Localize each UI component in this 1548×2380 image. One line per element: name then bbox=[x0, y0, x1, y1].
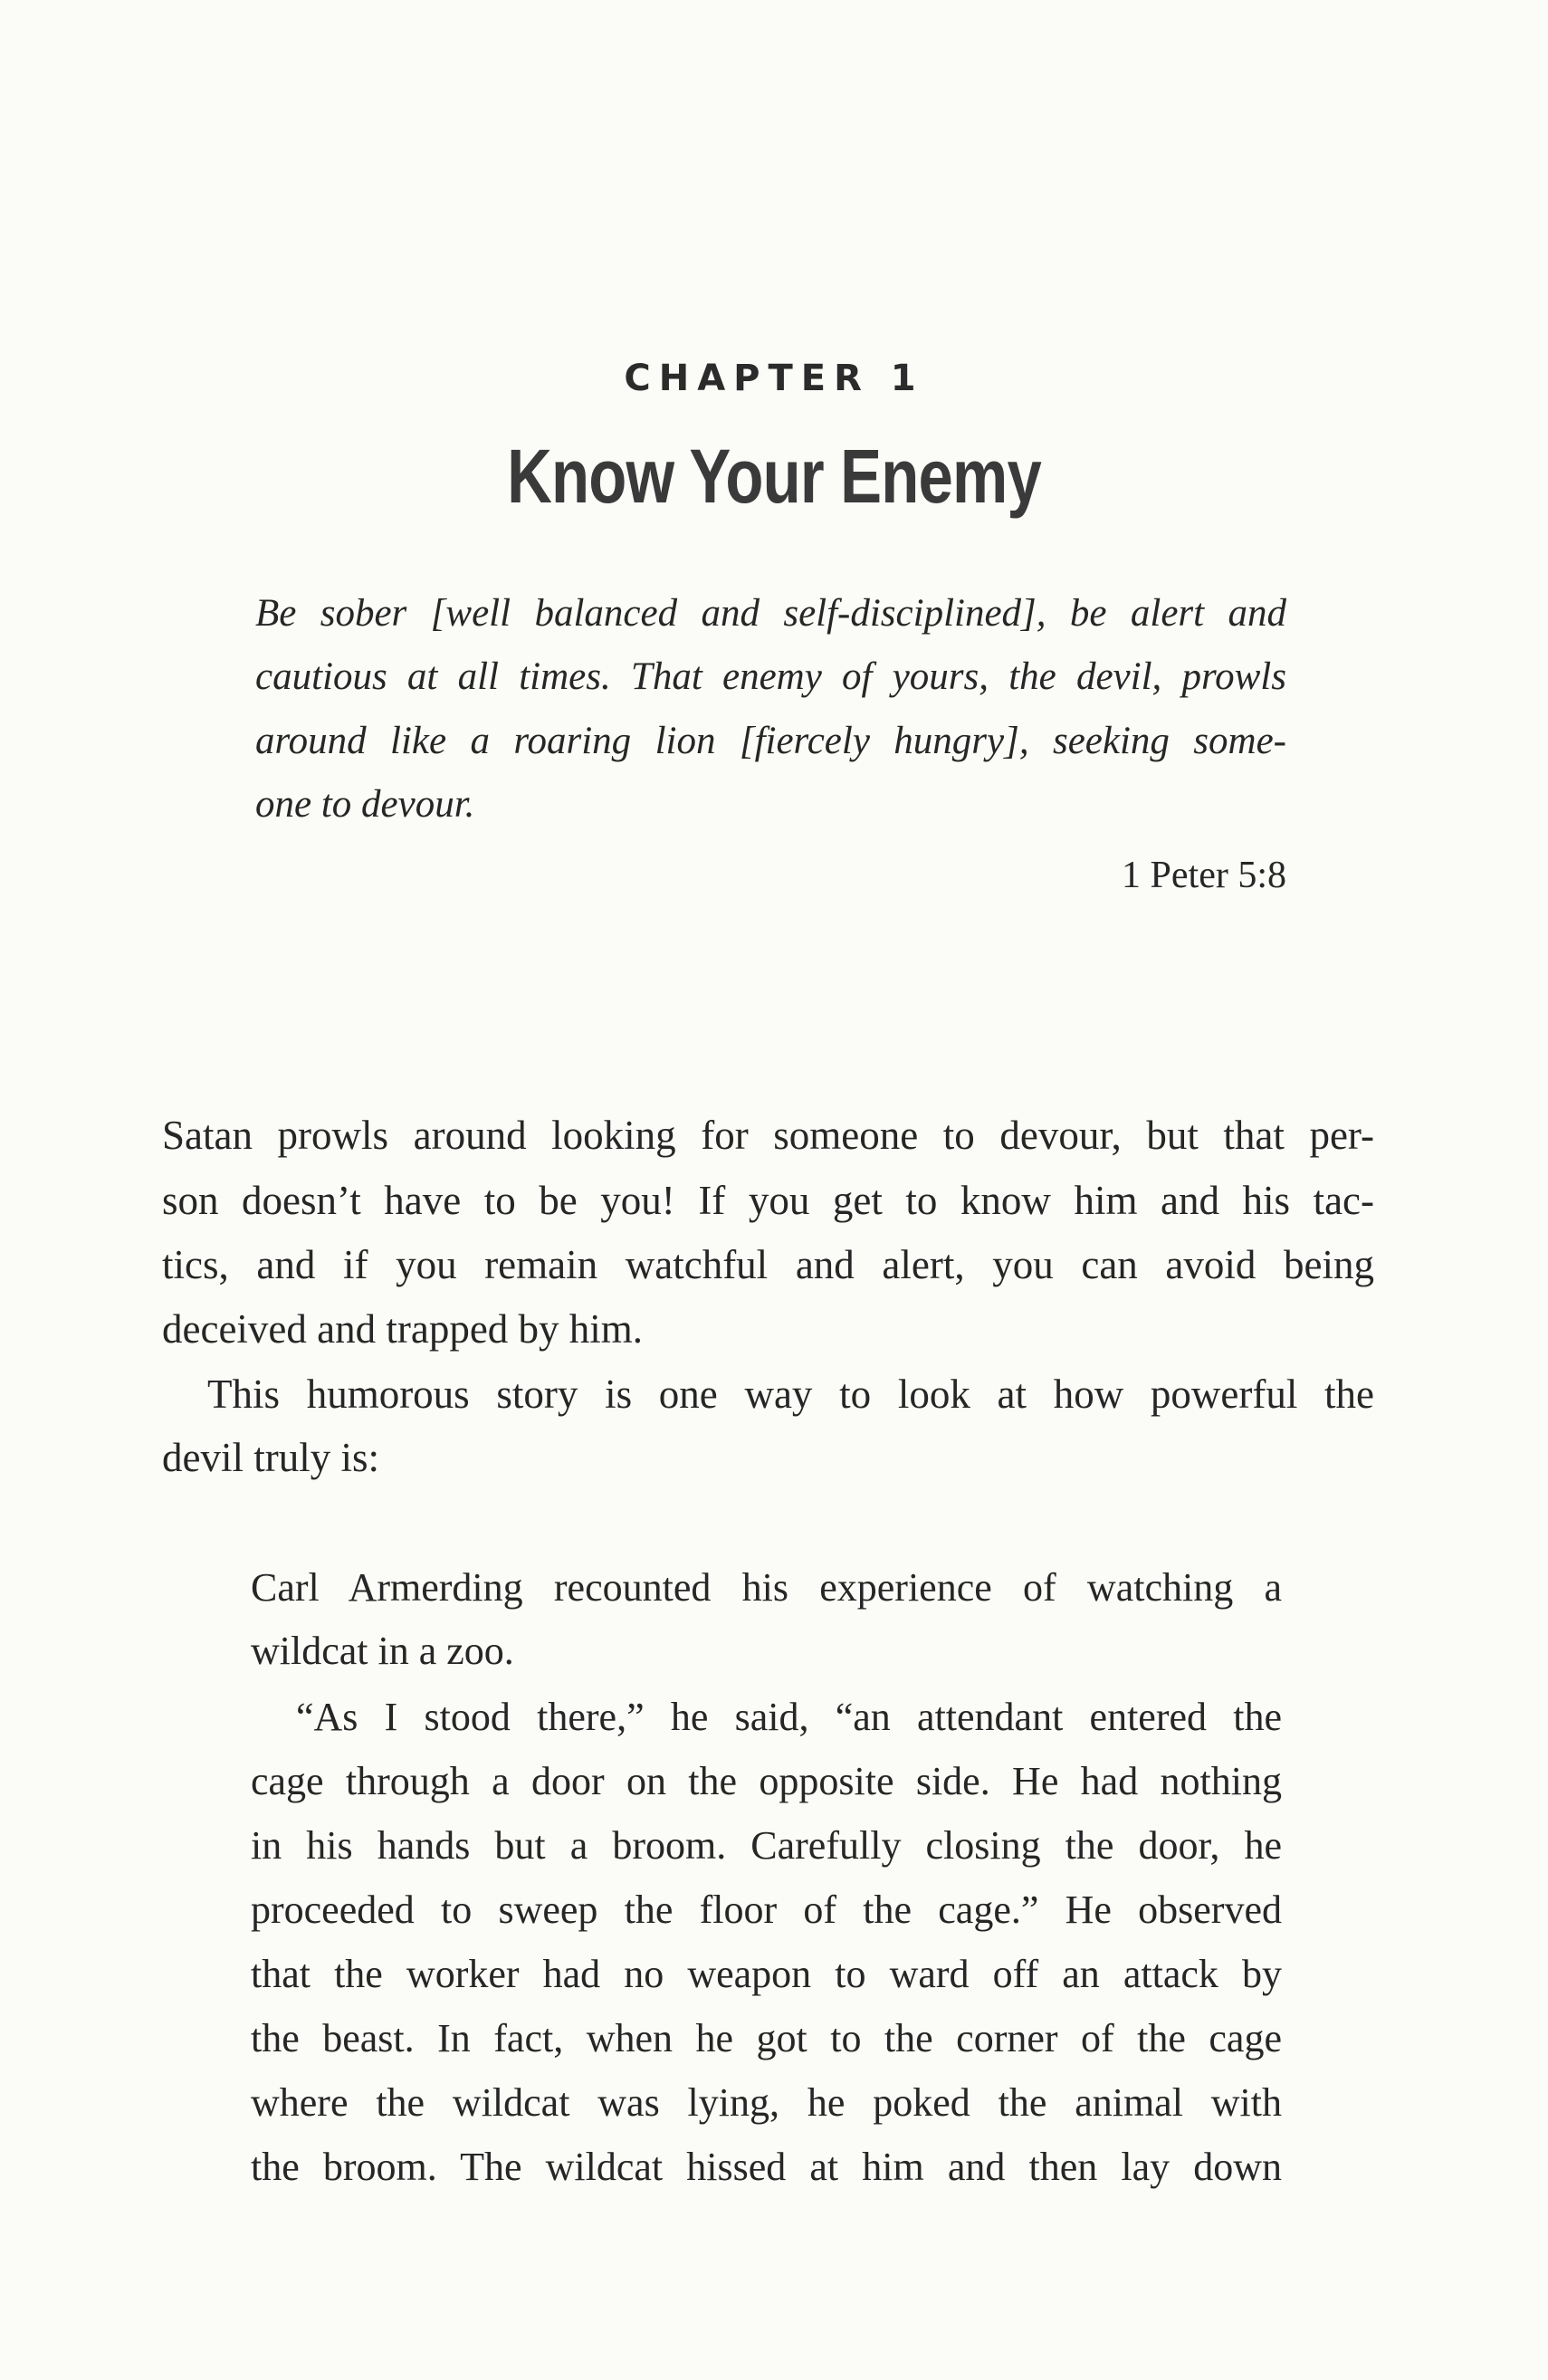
body-line: devil truly is: bbox=[162, 1435, 379, 1480]
quote-line: where the wildcat was lying, he poked the animal with bbox=[251, 2080, 1282, 2125]
body-line: This humorous story is one way to look at how powerful the bbox=[207, 1372, 1374, 1417]
quote-line: in his hands but a broom. Carefully closing the door, he bbox=[251, 1823, 1282, 1868]
body-line: deceived and trapped by him. bbox=[162, 1306, 644, 1352]
epigraph-line: Be sober [well balanced and self-disciplined], be alert and bbox=[255, 592, 1286, 635]
quote-line: the beast. In fact, when he got to the corner of the cage bbox=[251, 2016, 1282, 2060]
quote-line: the broom. The wildcat hissed at him and then lay down bbox=[251, 2145, 1282, 2189]
quote-line: Carl Armerding recounted his experience of watching a bbox=[251, 1565, 1282, 1610]
quote-line: “As I stood there,” he said, “an attendant entered the bbox=[296, 1695, 1282, 1739]
quote-line: that the worker had no weapon to ward off an attack by bbox=[251, 1952, 1282, 1996]
quote-line: proceeded to sweep the floor of the cage.” He observed bbox=[251, 1888, 1282, 1932]
chapter-title: Know Your Enemy bbox=[507, 434, 1041, 519]
epigraph-line: around like a roaring lion [fiercely hungry], seeking some- bbox=[255, 720, 1286, 762]
epigraph-line: one to devour. bbox=[255, 783, 475, 826]
quote-line: cage through a door on the opposite side. He had nothing bbox=[251, 1759, 1282, 1803]
epigraph-reference: 1 Peter 5:8 bbox=[1122, 855, 1286, 896]
chapter-label: CHAPTER 1 bbox=[624, 358, 924, 399]
body-line: tics, and if you remain watchful and alert, you can avoid being bbox=[162, 1242, 1374, 1287]
body-line: Satan prowls around looking for someone to devour, but that per- bbox=[162, 1113, 1374, 1158]
epigraph-line: cautious at all times. That enemy of yours, the devil, prowls bbox=[255, 655, 1286, 698]
quote-line: wildcat in a zoo. bbox=[251, 1629, 514, 1673]
body-line: son doesn’t have to be you! If you get to know him and his tac- bbox=[162, 1178, 1374, 1223]
